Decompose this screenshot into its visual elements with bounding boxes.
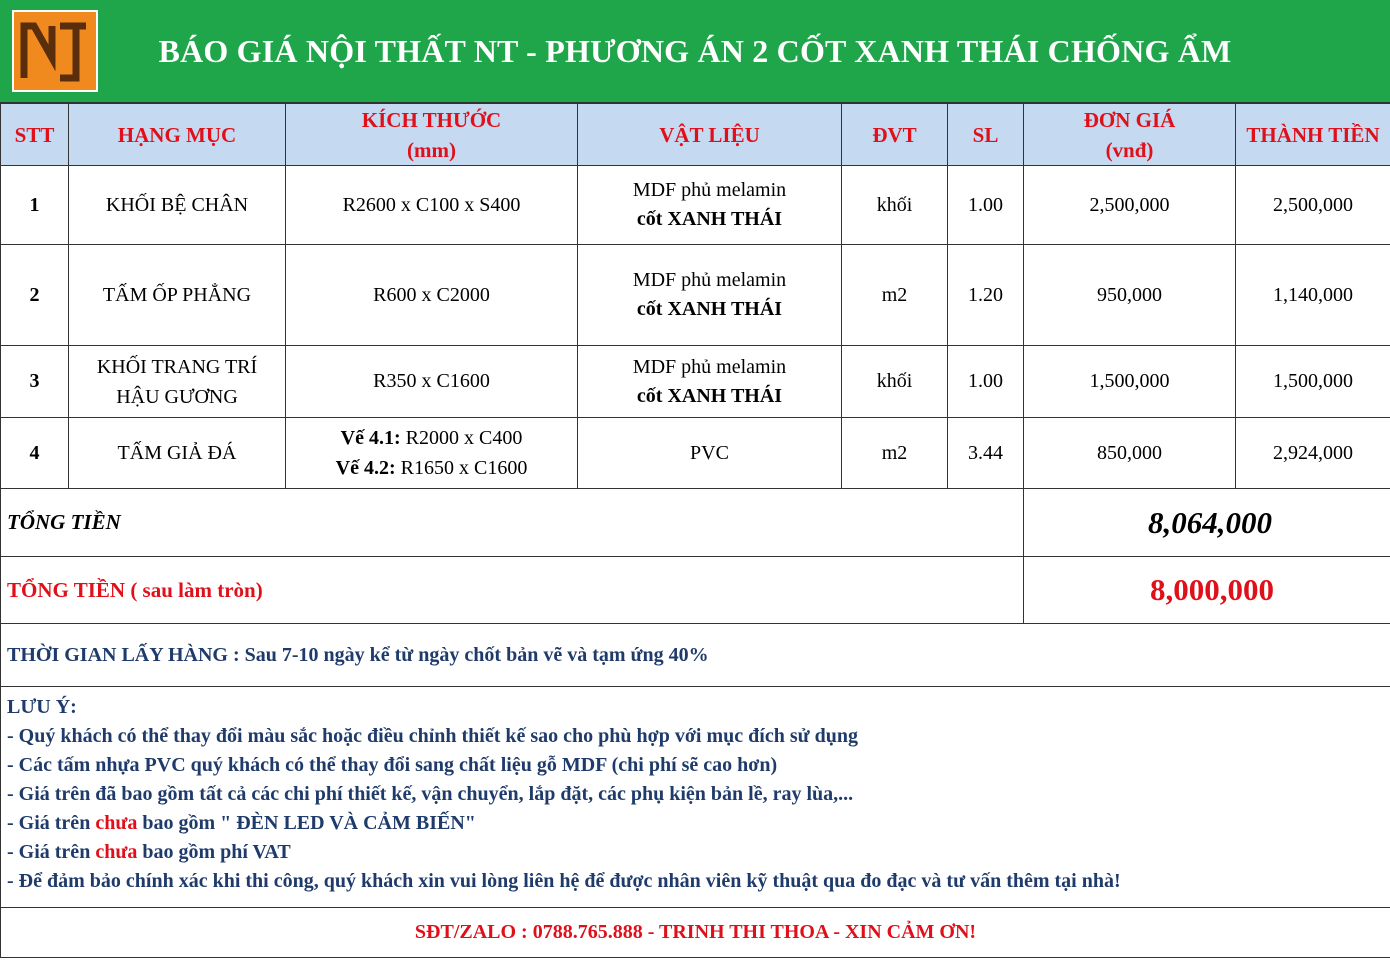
row-size: Vế 4.1: R2000 x C400 Vế 4.2: R1650 x C1600 [286,418,578,489]
pickup-time: THỜI GIAN LẤY HÀNG : Sau 7-10 ngày kể từ ngày chốt bản vẽ và tạm ứng 40% [1,624,1390,687]
row-material: MDF phủ melamin cốt XANH THÁI [578,346,842,418]
row-amount: 2,500,000 [1236,166,1390,245]
row-stt: 3 [1,346,69,418]
col-item: HẠNG MỤC [69,104,286,166]
row-unit: khối [842,166,948,245]
note-line: - Giá trên chưa bao gồm phí VAT [7,841,291,863]
col-unit: ĐVT [842,104,948,166]
table-header-row [1,104,1390,166]
row-material: PVC [578,418,842,489]
row-item: TẤM GIẢ ĐÁ [69,418,286,489]
table-row [1,418,1390,489]
note-line: - Để đảm bảo chính xác khi thi công, quý khách xin vui lòng liên hệ để được nhân viên kỹ thuật qua đo đạc và tư vấn thêm tại nhà! [7,870,1121,892]
row-qty: 1.00 [948,166,1024,245]
row-stt: 4 [1,418,69,489]
col-amount: THÀNH TIỀN [1236,104,1390,166]
row-material: MDF phủ melamin cốt XANH THÁI [578,166,842,245]
col-price: ĐƠN GIÁ (vnđ) [1024,104,1236,166]
notes-block [1,687,1390,908]
col-stt: STT [1,104,69,166]
row-item: KHỐI BỆ CHÂN [69,166,286,245]
pickup-row [1,624,1390,687]
note-line: - Giá trên chưa bao gồm " ĐÈN LED VÀ CẢM BIẾN" [7,812,476,834]
col-qty: SL [948,104,1024,166]
row-item: TẤM ỐP PHẲNG [69,245,286,346]
total-label: TỔNG TIỀN [1,489,1024,557]
row-price: 950,000 [1024,245,1236,346]
total-value: 8,064,000 [1024,489,1390,557]
row-size: R350 x C1600 [286,346,578,418]
rounded-total-label: TỔNG TIỀN ( sau làm tròn) [1,557,1024,624]
notes-row [1,687,1390,908]
row-qty: 1.20 [948,245,1024,346]
note-line: - Giá trên đã bao gồm tất cả các chi phí thiết kế, vận chuyển, lắp đặt, các phụ kiện bản lề, ray lùa,... [7,783,854,805]
row-qty: 1.00 [948,346,1024,418]
row-amount: 1,500,000 [1236,346,1390,418]
rounded-total-value: 8,000,000 [1024,557,1390,624]
table-row [1,346,1390,418]
row-material: MDF phủ melamin cốt XANH THÁI [578,245,842,346]
rounded-total-row [1,557,1390,624]
row-amount: 1,140,000 [1236,245,1390,346]
row-item: KHỐI TRANG TRÍ HẬU GƯƠNG [69,346,286,418]
row-size: R2600 x C100 x S400 [286,166,578,245]
row-amount: 2,924,000 [1236,418,1390,489]
header-banner [0,0,1390,103]
table-row [1,166,1390,245]
note-line: - Các tấm nhựa PVC quý khách có thể thay đổi sang chất liệu gỗ MDF (chi phí sẽ cao hơn) [7,754,778,776]
col-material: VẬT LIỆU [578,104,842,166]
row-price: 850,000 [1024,418,1236,489]
row-price: 2,500,000 [1024,166,1236,245]
note-line: - Quý khách có thể thay đổi màu sắc hoặc điều chỉnh thiết kế sao cho phù hợp với mục đích sử dụng [7,725,858,747]
table-row [1,245,1390,346]
row-unit: m2 [842,245,948,346]
row-qty: 3.44 [948,418,1024,489]
contact-row [1,908,1390,958]
page-title: BÁO GIÁ NỘI THẤT NT - PHƯƠNG ÁN 2 CỐT XANH THÁI CHỐNG ẨM [158,33,1232,69]
row-size: R600 x C2000 [286,245,578,346]
quote-table [0,103,1390,958]
total-row [1,489,1390,557]
col-size: KÍCH THƯỚC (mm) [286,104,578,166]
row-unit: khối [842,346,948,418]
row-price: 1,500,000 [1024,346,1236,418]
row-stt: 2 [1,245,69,346]
row-unit: m2 [842,418,948,489]
contact-info: SĐT/ZALO : 0788.765.888 - TRINH THI THOA - XIN CẢM ƠN! [1,908,1390,958]
notes-title: LƯU Ý: [7,696,77,718]
row-stt: 1 [1,166,69,245]
